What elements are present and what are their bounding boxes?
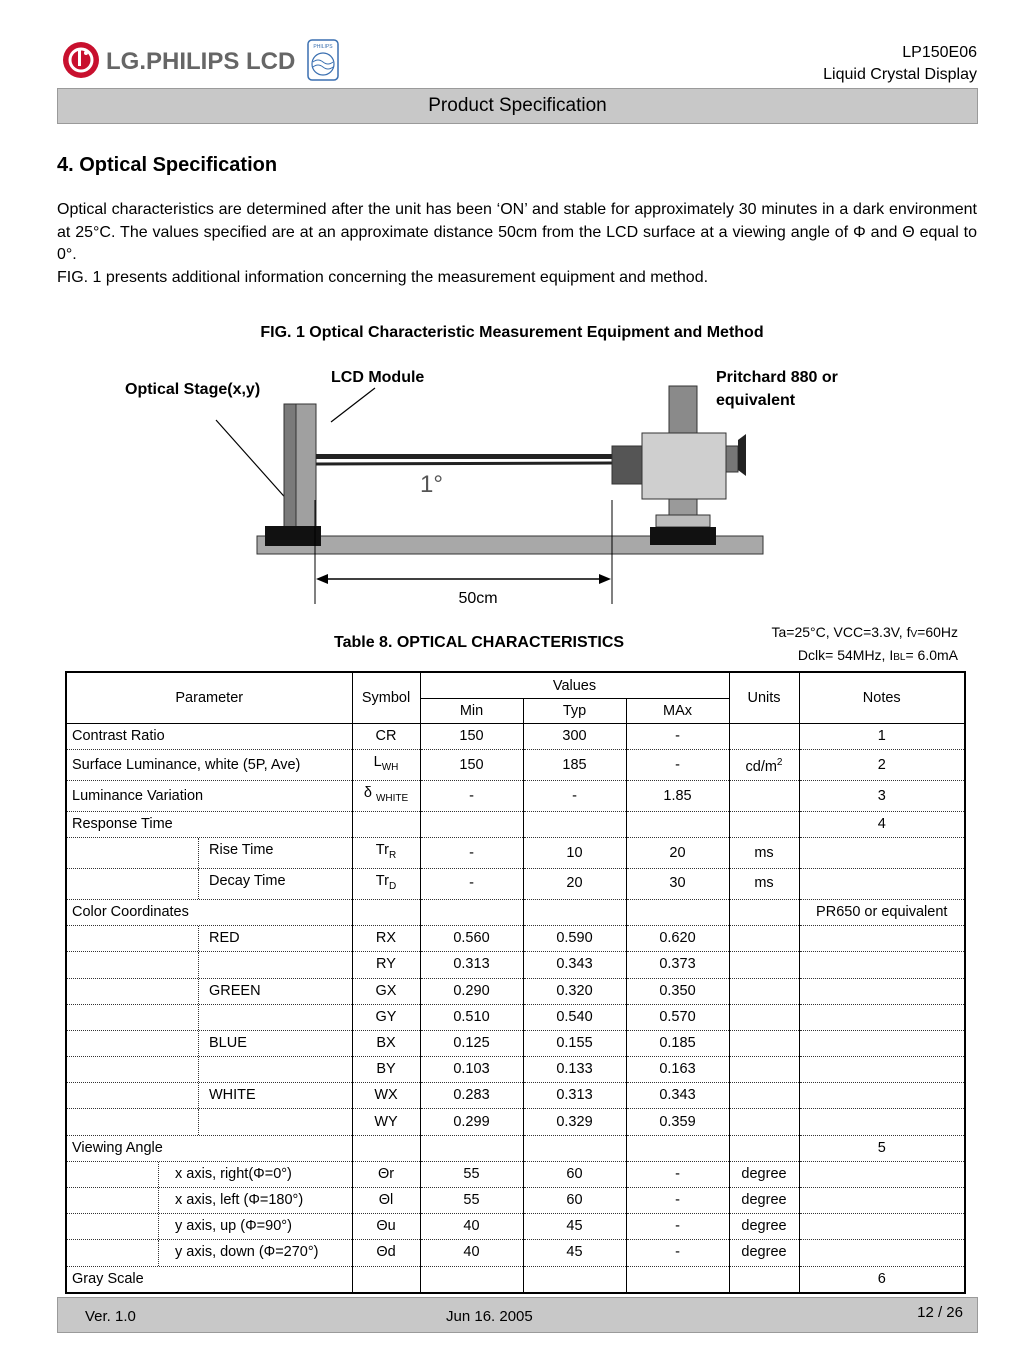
cell-text: Rise Time <box>209 842 274 859</box>
header-min: Min <box>420 699 523 724</box>
table-cell: 40 <box>420 1240 523 1266</box>
model-number: LP150E06 <box>902 44 977 61</box>
table-cell: degree <box>729 1161 799 1187</box>
meter-eyepiece-icon <box>738 434 746 476</box>
table-cell: 150 <box>420 750 523 781</box>
condition-text: =60Hz <box>917 624 958 640</box>
table-cell <box>352 869 420 900</box>
cell-text: Decay Time <box>209 873 286 890</box>
table-cell: CR <box>352 724 420 750</box>
table-cell: 55 <box>420 1161 523 1187</box>
cell-text: Tr <box>375 873 389 890</box>
cell-text <box>67 952 199 977</box>
cell-text: D <box>388 880 397 892</box>
leader-line-lcd <box>331 388 375 422</box>
table-cell: - <box>626 750 729 781</box>
table-cell: GY <box>352 1004 420 1030</box>
table-cell: Surface Luminance, white (5P, Ave) <box>66 750 352 781</box>
header-typ: Typ <box>523 699 626 724</box>
cell-text: WHITE <box>375 792 409 804</box>
table-cell: 0.570 <box>626 1004 729 1030</box>
meter-lens <box>612 446 644 484</box>
table-cell: 0.163 <box>626 1057 729 1083</box>
philips-badge-text: PHILIPS <box>313 44 333 50</box>
table-row <box>66 1240 965 1266</box>
table-cell <box>66 1004 352 1030</box>
cell-text <box>199 1109 209 1134</box>
table-cell: - <box>523 781 626 812</box>
condition-text: V <box>910 629 918 640</box>
table-cell <box>523 811 626 837</box>
table-cell <box>799 1188 965 1214</box>
header-parameter: Parameter <box>66 672 352 724</box>
cell-text <box>67 1240 159 1265</box>
table-cell: - <box>626 724 729 750</box>
table-cell: 0.103 <box>420 1057 523 1083</box>
table-cell: 185 <box>523 750 626 781</box>
cell-text: WH <box>381 762 399 774</box>
table-cell: 3 <box>799 781 965 812</box>
table-cell: Viewing Angle <box>66 1135 352 1161</box>
label-optical-stage: Optical Stage(x,y) <box>125 381 261 398</box>
table-cell: RY <box>352 952 420 978</box>
cell-text: y axis, up (Φ=90°) <box>175 1218 292 1235</box>
condition-text: BL <box>893 652 906 663</box>
table-cell <box>66 1188 352 1214</box>
label-angle: 1° <box>420 471 443 498</box>
table-row <box>66 1135 965 1161</box>
table-cell: - <box>626 1240 729 1266</box>
table-cell: Color Coordinates <box>66 899 352 925</box>
cell-text: y axis, down (Φ=270°) <box>175 1244 319 1261</box>
table-cell <box>799 952 965 978</box>
table-cell <box>352 838 420 869</box>
table-cell: 0.540 <box>523 1004 626 1030</box>
table-cell: 300 <box>523 724 626 750</box>
table-cell <box>729 1057 799 1083</box>
document-id <box>823 42 977 86</box>
table-cell <box>729 781 799 812</box>
condition-line-2 <box>772 645 958 668</box>
table-cell: GX <box>352 978 420 1004</box>
table-cell: 55 <box>420 1188 523 1214</box>
table-cell <box>729 952 799 978</box>
table-cell: 10 <box>523 838 626 869</box>
table-cell <box>799 838 965 869</box>
table-cell: 0.283 <box>420 1083 523 1109</box>
table-cell <box>729 978 799 1004</box>
table-cell <box>352 1266 420 1293</box>
table-cell: - <box>420 838 523 869</box>
table-cell <box>523 1135 626 1161</box>
table-row <box>66 1266 965 1293</box>
table-cell: 0.329 <box>523 1109 626 1135</box>
table-cell: - <box>626 1161 729 1187</box>
table-cell <box>352 811 420 837</box>
table-cell <box>626 811 729 837</box>
header-max: MAx <box>626 699 729 724</box>
table-cell: 150 <box>420 724 523 750</box>
cell-text <box>67 1214 159 1239</box>
table-cell <box>66 1161 352 1187</box>
table-cell <box>66 1030 352 1056</box>
table-cell: ms <box>729 869 799 900</box>
footer-date: Jun 16. 2005 <box>446 1308 533 1325</box>
table-row <box>66 1057 965 1083</box>
table-cell: Response Time <box>66 811 352 837</box>
table-row <box>66 724 965 750</box>
table-cell <box>66 1240 352 1266</box>
table-row <box>66 1004 965 1030</box>
table-cell: 40 <box>420 1214 523 1240</box>
table-cell: - <box>626 1188 729 1214</box>
table-cell: - <box>420 781 523 812</box>
table-row <box>66 1214 965 1240</box>
table-cell: Contrast Ratio <box>66 724 352 750</box>
cell-text: x axis, right(Φ=0°) <box>175 1165 292 1182</box>
optical-characteristics-table <box>65 671 966 1294</box>
table-cell: 20 <box>523 869 626 900</box>
table-cell <box>799 1030 965 1056</box>
table-cell: 0.343 <box>626 1083 729 1109</box>
table-cell <box>729 1109 799 1135</box>
table-row <box>66 869 965 900</box>
table-cell <box>66 978 352 1004</box>
header-symbol: Symbol <box>352 672 420 724</box>
table-cell: Luminance Variation <box>66 781 352 812</box>
table-cell: 0.299 <box>420 1109 523 1135</box>
table-cell: 0.290 <box>420 978 523 1004</box>
table-row <box>66 838 965 869</box>
cell-text: Tr <box>375 842 389 859</box>
cell-text <box>67 1057 199 1082</box>
label-pritchard-line1: Pritchard 880 or <box>716 369 838 386</box>
cell-text <box>67 1083 199 1108</box>
table-row <box>66 781 965 812</box>
table-row <box>66 1083 965 1109</box>
table-cell: 0.313 <box>523 1083 626 1109</box>
table-cell <box>66 1214 352 1240</box>
table-cell <box>66 869 352 900</box>
table-cell <box>626 1135 729 1161</box>
cell-text <box>67 979 199 1004</box>
cell-text: x axis, left (Φ=180°) <box>175 1192 304 1208</box>
table-cell <box>420 811 523 837</box>
table-cell: 6 <box>799 1266 965 1293</box>
cell-text <box>67 1031 199 1056</box>
table-cell: 5 <box>799 1135 965 1161</box>
table-cell <box>799 1083 965 1109</box>
cell-text: WHITE <box>209 1087 256 1104</box>
table-cell <box>799 926 965 952</box>
test-conditions <box>772 622 958 668</box>
table-cell <box>799 1057 965 1083</box>
arrow-right-icon <box>599 574 611 584</box>
cell-text <box>199 1005 209 1030</box>
table-cell: 20 <box>626 838 729 869</box>
table-cell <box>729 724 799 750</box>
table-cell: 0.125 <box>420 1030 523 1056</box>
table-caption: Table 8. OPTICAL CHARACTERISTICS <box>334 634 625 651</box>
table-cell: 0.620 <box>626 926 729 952</box>
table-cell: WX <box>352 1083 420 1109</box>
table-cell <box>729 1083 799 1109</box>
label-pritchard-line2: equivalent <box>716 392 796 409</box>
table-cell: 0.359 <box>626 1109 729 1135</box>
footer-page-number: 12 / 26 <box>917 1304 963 1321</box>
product-type: Liquid Crystal Display <box>823 66 977 83</box>
cell-text <box>199 952 209 977</box>
table-cell: 0.320 <box>523 978 626 1004</box>
table-row <box>66 978 965 1004</box>
table-cell: RX <box>352 926 420 952</box>
cell-text: BLUE <box>209 1034 247 1051</box>
table-row <box>66 1161 965 1187</box>
table-cell: degree <box>729 1214 799 1240</box>
condition-text: = 6.0mA <box>905 647 958 663</box>
table-cell <box>523 899 626 925</box>
footer-version: Ver. 1.0 <box>85 1308 136 1325</box>
intro-text <box>57 199 977 289</box>
table-cell <box>352 899 420 925</box>
intro-paragraph-2: FIG. 1 presents additional information concerning the measurement equipment and method. <box>57 268 709 286</box>
table-cell <box>66 1109 352 1135</box>
table-row <box>66 750 965 781</box>
cell-text: δ <box>363 785 372 802</box>
table-cell: 0.313 <box>420 952 523 978</box>
section-title: 4. Optical Specification <box>57 154 278 176</box>
logo-text: LG.PHILIPS LCD <box>106 48 296 75</box>
table-cell <box>729 811 799 837</box>
table-cell: 1.85 <box>626 781 729 812</box>
cell-text <box>67 1005 199 1030</box>
meter-body <box>642 433 726 499</box>
meter-stand-post <box>669 499 697 515</box>
leader-line-stage <box>216 420 290 503</box>
cell-text <box>67 926 199 951</box>
header-values: Values <box>420 672 729 699</box>
table-cell: 60 <box>523 1188 626 1214</box>
table-cell <box>729 1266 799 1293</box>
table-cell: Θu <box>352 1214 420 1240</box>
table-cell: ms <box>729 838 799 869</box>
lg-philips-logo <box>62 38 342 82</box>
table-cell <box>66 838 352 869</box>
table-cell: - <box>420 869 523 900</box>
table-cell: 45 <box>523 1240 626 1266</box>
table-cell: 0.343 <box>523 952 626 978</box>
table-row <box>66 952 965 978</box>
table-cell: 0.185 <box>626 1030 729 1056</box>
table-cell <box>66 952 352 978</box>
table-cell <box>799 1004 965 1030</box>
table-cell: degree <box>729 1240 799 1266</box>
cell-text <box>67 1188 159 1213</box>
table-cell: 0.510 <box>420 1004 523 1030</box>
table-cell: 0.155 <box>523 1030 626 1056</box>
light-path-lower <box>316 463 612 464</box>
table-cell: PR650 or equivalent <box>799 899 965 925</box>
table-cell: 60 <box>523 1161 626 1187</box>
table-row <box>66 811 965 837</box>
table-cell <box>352 781 420 812</box>
light-path-upper <box>316 454 612 459</box>
cell-text: 2 <box>776 757 783 769</box>
cell-text: L <box>373 754 382 771</box>
condition-text: Dclk= 54MHz, I <box>797 647 894 663</box>
cell-text: cd/m <box>745 759 777 776</box>
table-row <box>66 899 965 925</box>
table-cell: Θl <box>352 1188 420 1214</box>
table-row <box>66 1030 965 1056</box>
band-title: Product Specification <box>428 95 607 116</box>
table-cell <box>799 1161 965 1187</box>
condition-line-1 <box>772 622 958 645</box>
table-cell: 0.560 <box>420 926 523 952</box>
table-cell <box>729 1030 799 1056</box>
table-cell: degree <box>729 1188 799 1214</box>
table-cell <box>420 1266 523 1293</box>
label-distance: 50cm <box>458 590 498 607</box>
stage-foot <box>265 526 321 546</box>
meter-top-post <box>669 386 697 436</box>
table-cell: 30 <box>626 869 729 900</box>
table-cell <box>799 869 965 900</box>
cell-text: GREEN <box>209 982 261 999</box>
table-cell <box>352 1135 420 1161</box>
intro-paragraph-1: Optical characteristics are determined after the unit has been ‘ON’ and stable for approximately 30 minutes in a dark environment at 25°C. The values specified are at an approximate distance 50cm from the LCD surface at a viewing angle of Φ and Θ equal to 0°. <box>57 201 977 263</box>
header-units: Units <box>729 672 799 724</box>
cell-text <box>67 1109 199 1134</box>
table-cell <box>799 1109 965 1135</box>
condition-text: Ta=25°C, VCC=3.3V, f <box>771 624 911 640</box>
table-cell: 0.133 <box>523 1057 626 1083</box>
table-cell: WY <box>352 1109 420 1135</box>
table-cell: 4 <box>799 811 965 837</box>
title-band <box>57 88 978 124</box>
table-cell <box>729 750 799 781</box>
table-cell: 1 <box>799 724 965 750</box>
lcd-module-panel <box>296 404 316 530</box>
cell-text <box>67 838 199 868</box>
table-cell <box>799 1240 965 1266</box>
table-cell: 2 <box>799 750 965 781</box>
header-notes: Notes <box>799 672 965 724</box>
table-row <box>66 1109 965 1135</box>
arrow-left-icon <box>316 574 328 584</box>
meter-foot <box>650 527 716 545</box>
table-row <box>66 926 965 952</box>
table-cell: 0.373 <box>626 952 729 978</box>
table-cell: Gray Scale <box>66 1266 352 1293</box>
table-cell <box>729 899 799 925</box>
page-footer <box>57 1297 978 1333</box>
table-cell: 0.590 <box>523 926 626 952</box>
table-cell <box>66 1057 352 1083</box>
table-cell: Θd <box>352 1240 420 1266</box>
table-cell: BX <box>352 1030 420 1056</box>
table-cell <box>626 899 729 925</box>
cell-text: R <box>388 850 397 862</box>
cell-text <box>67 869 199 899</box>
table-cell <box>626 1266 729 1293</box>
cell-text <box>67 1162 159 1187</box>
table-cell: - <box>626 1214 729 1240</box>
table-cell <box>729 1135 799 1161</box>
label-lcd-module: LCD Module <box>331 369 425 386</box>
table-cell: 45 <box>523 1214 626 1240</box>
cell-text <box>199 1057 209 1082</box>
table-cell <box>729 926 799 952</box>
table-cell: 0.350 <box>626 978 729 1004</box>
table-cell <box>729 1004 799 1030</box>
table-cell: Θr <box>352 1161 420 1187</box>
table-cell <box>799 1214 965 1240</box>
table-cell <box>523 1266 626 1293</box>
table-cell <box>66 926 352 952</box>
table-row <box>66 1188 965 1214</box>
table-cell: BY <box>352 1057 420 1083</box>
measurement-figure <box>0 350 1024 610</box>
cell-text: RED <box>209 930 240 947</box>
table-cell <box>420 899 523 925</box>
figure-caption: FIG. 1 Optical Characteristic Measurement Equipment and Method <box>260 324 764 341</box>
table-cell <box>66 1083 352 1109</box>
table-cell <box>420 1135 523 1161</box>
table-cell <box>799 978 965 1004</box>
table-cell <box>352 750 420 781</box>
